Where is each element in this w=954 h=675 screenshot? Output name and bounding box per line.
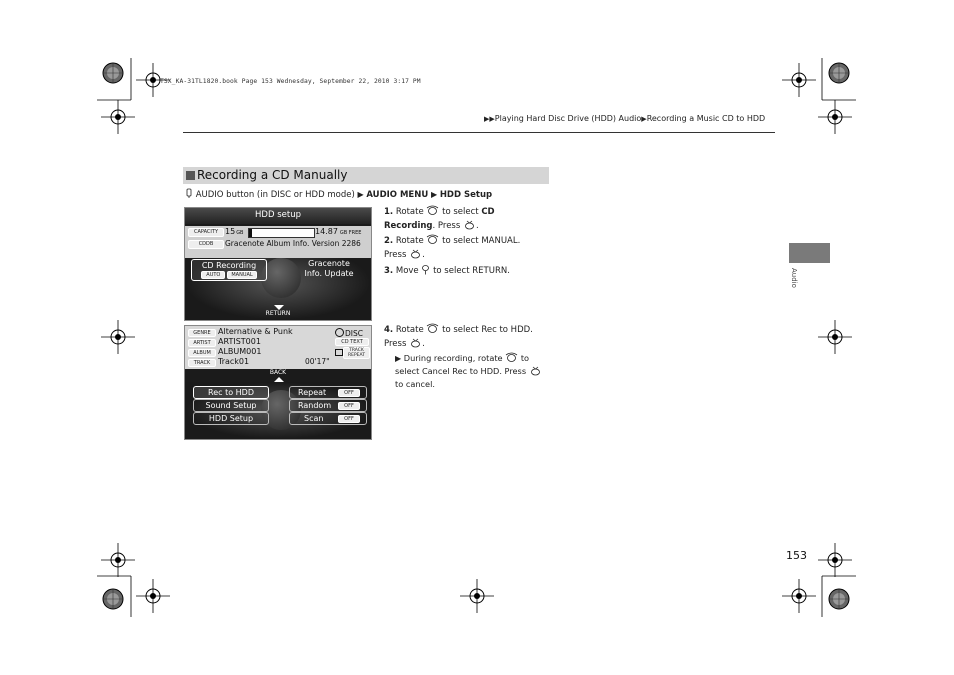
step-text: to select — [442, 207, 479, 217]
step-text: . Press — [384, 236, 521, 260]
path-menu: AUDIO MENU — [366, 190, 429, 200]
step-number: 3. — [384, 266, 394, 276]
capacity-bar — [248, 228, 315, 238]
section-heading — [183, 167, 549, 184]
manual-option[interactable]: MANUAL — [227, 271, 256, 279]
screen-title: HDD setup — [255, 210, 301, 220]
button-press-icon — [185, 188, 193, 199]
arrow-icon: ▶ — [430, 190, 438, 199]
header-rule — [183, 132, 775, 133]
capacity-fill — [249, 229, 252, 237]
capacity-value: 15 — [225, 227, 236, 236]
random-button[interactable] — [289, 399, 367, 412]
square-bullet-icon — [186, 171, 195, 180]
note-text: During recording, rotate — [403, 353, 503, 363]
gracenote-update-button[interactable] — [291, 259, 367, 279]
step-text: . Press — [432, 221, 461, 231]
step-2: 2. Rotate to select MANUAL. Press . — [384, 236, 521, 260]
arrow-icon: ▶ — [395, 354, 402, 363]
step-target: RETURN — [472, 266, 508, 276]
random-off-badge: OFF — [338, 402, 360, 410]
gracenote-line2: Info. Update — [304, 269, 354, 278]
interface-dial-rotate-icon — [505, 352, 518, 363]
rec-to-hdd-button[interactable]: Rec to HDD — [193, 386, 269, 399]
disc-label: DISC — [345, 329, 363, 338]
cd-recording-label: CD Recording — [201, 261, 257, 270]
interface-dial-rotate-icon — [426, 205, 439, 216]
free-value: 14.87 — [315, 227, 338, 236]
gracenote-line1: Gracenote — [308, 259, 350, 268]
track-label: TRACK — [188, 359, 216, 367]
album-label: ALBUM — [188, 349, 216, 357]
breadcrumb-item[interactable]: Playing Hard Disc Drive (HDD) Audio — [494, 114, 642, 123]
note-text: . Press — [499, 366, 527, 376]
step-text: to select — [433, 266, 470, 276]
free-unit: GB FREE — [339, 230, 362, 236]
step-text: to select — [442, 325, 479, 335]
cddb-label: CDDB — [188, 240, 224, 249]
step-4: 4. Rotate to select Rec to HDD. Press . — [384, 325, 533, 349]
step-target: MANUAL — [481, 236, 518, 246]
step-number: 2. — [384, 236, 394, 246]
step-text: Rotate — [395, 207, 424, 217]
repeat-icon — [335, 349, 343, 356]
section-title: Recording a CD Manually — [197, 168, 348, 182]
step-text: Rotate — [395, 325, 424, 335]
cd-text-label: CD TEXT — [335, 338, 369, 346]
interface-dial-rotate-icon — [426, 234, 439, 245]
interface-dial-rotate-icon — [426, 323, 439, 334]
cd-recording-button[interactable] — [191, 259, 267, 281]
menu-path — [185, 188, 492, 200]
track-value: Track01 — [218, 357, 250, 366]
arrow-icon: ▶ — [357, 190, 364, 199]
arrow-icon: ▶ — [641, 115, 647, 123]
breadcrumb — [484, 114, 765, 123]
chapter-tab-label: Audio — [790, 268, 798, 288]
cddb-value: Gracenote Album Info. Version 2286 — [225, 239, 361, 248]
hdd-setup-button[interactable]: HDD Setup — [193, 412, 269, 425]
genre-label: GENRE — [188, 329, 216, 337]
repeat-off-badge: OFF — [338, 389, 360, 397]
arrow-icon: ▶▶ — [484, 115, 495, 123]
step-number: 1. — [384, 207, 394, 217]
chapter-tab[interactable] — [789, 243, 830, 263]
track-repeat-label: TRACK REPEAT — [343, 347, 370, 359]
artist-value: ARTIST001 — [218, 337, 261, 346]
step-text: . Press — [384, 325, 533, 349]
path-item: HDD Setup — [439, 190, 493, 200]
interface-dial-press-icon — [409, 337, 422, 348]
print-header: TSX_KA-31TL1820.book Page 153 Wednesday, September 22, 2010 3:17 PM — [160, 78, 421, 85]
capacity-label: CAPACITY — [188, 228, 224, 237]
note-target: Cancel Rec to HDD — [421, 366, 500, 376]
auto-option[interactable]: AUTO — [201, 271, 225, 279]
sound-setup-button[interactable]: Sound Setup — [193, 399, 269, 412]
elapsed-time: 00'17" — [305, 357, 330, 366]
scan-off-badge: OFF — [338, 415, 360, 423]
step-target: CD Recording — [384, 207, 495, 231]
hdd-setup-screen — [184, 207, 372, 321]
interface-dial-press-icon — [409, 248, 422, 259]
interface-dial-move-icon — [421, 264, 430, 275]
repeat-button[interactable] — [289, 386, 367, 399]
artist-label: ARTIST — [188, 339, 216, 347]
disc-icon — [335, 328, 344, 337]
interface-dial-press-icon — [529, 365, 542, 376]
random-label: Random — [298, 401, 332, 410]
genre-value: Alternative & Punk — [218, 327, 293, 336]
step-1: 1. Rotate to select CD Recording. Press . — [384, 207, 495, 231]
step-text: to select — [442, 236, 479, 246]
breadcrumb-item[interactable]: Recording a Music CD to HDD — [646, 114, 766, 123]
step-4-note — [395, 352, 551, 391]
interface-dial-press-icon — [463, 219, 476, 230]
back-button[interactable]: BACK — [269, 369, 287, 376]
step-3: 3. Move to select RETURN. — [384, 266, 510, 276]
capacity-unit: GB — [236, 230, 244, 236]
scan-button[interactable] — [289, 412, 367, 425]
album-value: ALBUM001 — [218, 347, 262, 356]
repeat-label: Repeat — [298, 388, 327, 397]
step-number: 4. — [384, 325, 394, 335]
step-text: Rotate — [395, 236, 424, 246]
scan-label: Scan — [304, 414, 324, 423]
return-button[interactable]: RETURN — [265, 310, 291, 317]
path-prefix: AUDIO button (in DISC or HDD mode) — [195, 190, 355, 200]
disc-playback-screen — [184, 325, 372, 440]
page-number: 153 — [786, 549, 807, 562]
step-text: Move — [395, 266, 419, 276]
step-target: Rec to HDD — [481, 325, 531, 335]
note-text: to cancel. — [395, 379, 435, 389]
note-text: to select — [395, 353, 530, 376]
